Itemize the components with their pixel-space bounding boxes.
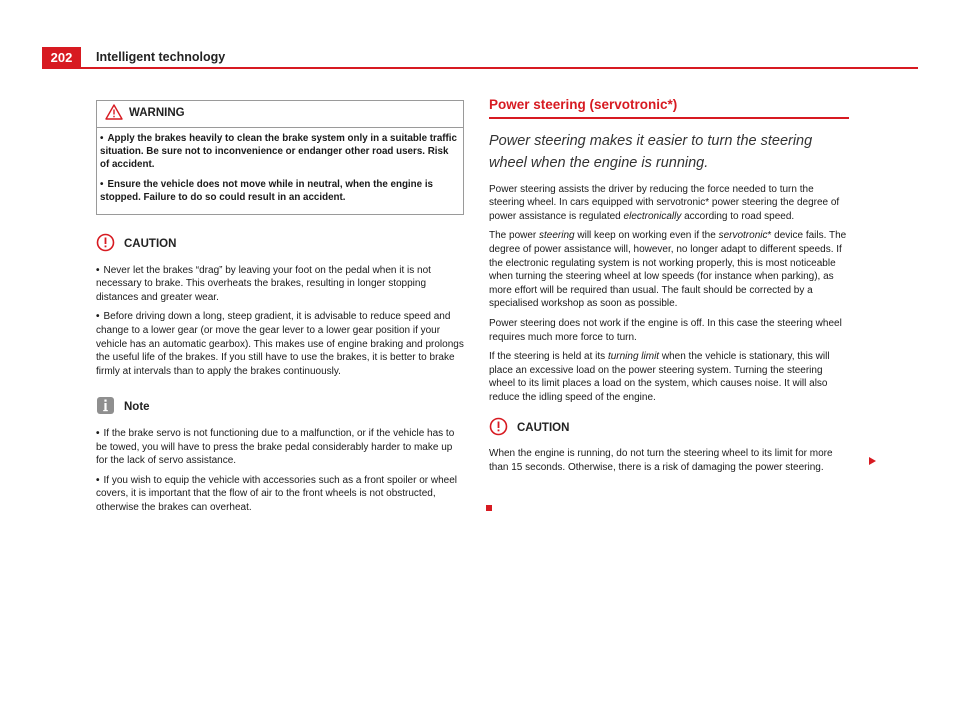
- section-intro: Power steering makes it easier to turn the steering wheel when the engine is running.: [489, 132, 813, 171]
- caution-exclamation-icon: [96, 233, 115, 257]
- note-header: [96, 396, 464, 420]
- header-rule: [42, 67, 918, 69]
- caution-title: CAUTION: [124, 238, 177, 251]
- info-note-icon: [96, 396, 115, 420]
- warning-body: [97, 128, 463, 214]
- body-paragraph: Power steering does not work if the engine is off. In this case the steering wheel requires much more force to turn.: [489, 317, 842, 343]
- caution-text: When the engine is running, do not turn the steering wheel to its limit for more than 15 seconds. Otherwise, there is a risk of damaging the power steering.: [489, 448, 833, 473]
- right-column: [489, 98, 849, 480]
- body-paragraph: Power steering assists the driver by reducing the force needed to turn the steering wheel. In cars equipped with servotronic* power steering the degree of power assistance is regulated electronically according to road speed.: [489, 183, 840, 222]
- section-end-mark: [486, 505, 492, 511]
- note-title: Note: [124, 401, 150, 414]
- section-title: Power steering (servotronic*): [489, 98, 849, 119]
- warning-item: • Ensure the vehicle does not move while in neutral, when the engine is stopped. Failure to do so could result in an accident.: [100, 178, 433, 203]
- caution-header: [96, 233, 464, 257]
- caution-header: [489, 417, 849, 441]
- warning-item: • Apply the brakes heavily to clean the brake system only in a suitable traffic situation. Be sure not to inconvenience or endanger other road users. Risk of accident.: [100, 133, 457, 171]
- warning-box: [96, 100, 464, 215]
- warning-triangle-icon: [105, 104, 123, 125]
- body-paragraph: The power steering will keep on working even if the servotronic* device fails. The degree of power assistance will, however, no longer adapt to different speeds. If the electronic regulating system is not working properly, this is most noticeable when turning the steering wheel at low speeds (for instance when parking), as more effort will be required than usual. The fault should be corrected by a specialised workshop as soon as possible.: [489, 230, 847, 310]
- caution-item: • Never let the brakes “drag” by leaving your foot on the pedal when it is not necessary to brake. This overheats the brakes, resulting in longer stopping distances and greater wear.: [96, 264, 431, 303]
- caution-exclamation-icon: [489, 417, 508, 441]
- left-column: [96, 100, 464, 521]
- caution-title: CAUTION: [517, 421, 570, 434]
- warning-title: WARNING: [129, 107, 185, 120]
- continue-arrow-icon: [868, 456, 877, 471]
- running-title: Intelligent technology: [96, 50, 226, 64]
- note-item: • If the brake servo is not functioning due to a malfunction, or if the vehicle has to be towed, you will have to press the brake pedal considerably harder to make up for the lack of servo assistance.: [96, 427, 455, 467]
- page-number: 202: [42, 47, 81, 68]
- caution-item: • Before driving down a long, steep gradient, it is advisable to reduce speed and change to a lower gear (or move the gear lever to a lower gear position if your vehicle has an automatic gearbox). This makes use of engine braking and prolongs the useful life of the brakes. If you still have to use the brakes, it is better to brake firmly at intervals than to apply the brakes continuously.: [96, 311, 464, 377]
- warning-header: [97, 101, 463, 128]
- note-item: • If you wish to equip the vehicle with accessories such as a front spoiler or wheel covers, it is important that the flow of air to the front wheels is not obstructed, otherwise the brakes can overheat.: [96, 474, 464, 515]
- body-paragraph: If the steering is held at its turning limit when the vehicle is stationary, this will place an excessive load on the power steering system. Turning the steering wheel to its limit places a load on the system, which causes noise. It will also reduce the idling speed of the engine.: [489, 351, 830, 403]
